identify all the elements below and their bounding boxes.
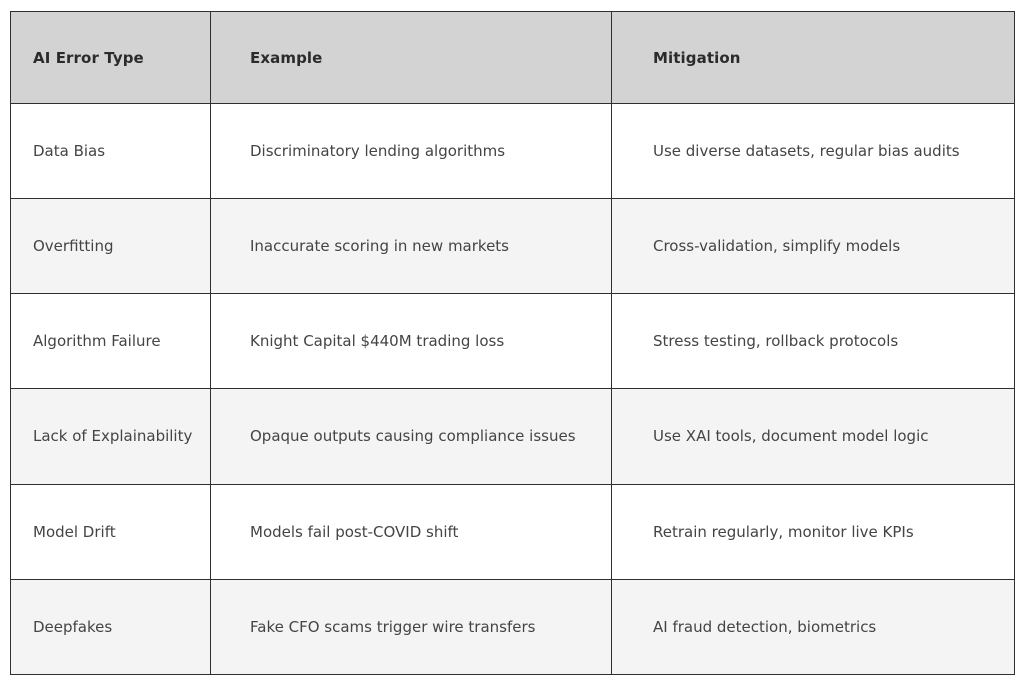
cell-text-example: Opaque outputs causing compliance issues <box>250 427 576 446</box>
table-row <box>11 579 1015 674</box>
cell-example <box>211 389 612 484</box>
cell-mitigation <box>612 389 1015 484</box>
cell-error-type <box>11 484 211 579</box>
ai-error-type-table <box>10 11 1015 675</box>
table-row <box>11 199 1015 294</box>
cell-error-type <box>11 389 211 484</box>
cell-error-type <box>11 199 211 294</box>
cell-text-error-type: Model Drift <box>33 522 116 541</box>
table-container <box>10 11 1014 675</box>
cell-text-mitigation: Retrain regularly, monitor live KPIs <box>653 522 914 541</box>
column-header-example: Example <box>211 12 612 104</box>
cell-error-type <box>11 294 211 389</box>
cell-text-error-type: Lack of Explainability <box>33 427 193 446</box>
header-row <box>11 12 1015 104</box>
cell-error-type <box>11 104 211 199</box>
cell-mitigation <box>612 579 1015 674</box>
cell-mitigation <box>612 484 1015 579</box>
cell-example <box>211 579 612 674</box>
cell-text-mitigation: Cross-validation, simplify models <box>653 237 901 256</box>
cell-text-error-type: Deepfakes <box>33 617 113 636</box>
cell-mitigation <box>612 104 1015 199</box>
cell-example <box>211 199 612 294</box>
cell-text-error-type: Algorithm Failure <box>33 332 161 351</box>
cell-example <box>211 294 612 389</box>
table-row <box>11 484 1015 579</box>
cell-text-mitigation: Use XAI tools, document model logic <box>653 427 929 446</box>
table-row <box>11 294 1015 389</box>
cell-text-mitigation: AI fraud detection, biometrics <box>653 617 877 636</box>
column-header-mitigation: Mitigation <box>612 12 1015 104</box>
cell-text-mitigation: Stress testing, rollback protocols <box>653 332 899 351</box>
cell-text-error-type: Data Bias <box>33 141 106 160</box>
cell-text-example: Inaccurate scoring in new markets <box>250 237 509 256</box>
cell-text-example: Fake CFO scams trigger wire transfers <box>250 617 536 636</box>
table-row <box>11 104 1015 199</box>
column-header-error-type: AI Error Type <box>11 12 211 104</box>
cell-mitigation <box>612 199 1015 294</box>
cell-text-mitigation: Use diverse datasets, regular bias audits <box>653 141 960 160</box>
cell-text-example: Knight Capital $440M trading loss <box>250 332 505 351</box>
cell-text-error-type: Overfitting <box>33 237 114 256</box>
cell-error-type <box>11 579 211 674</box>
table-body <box>11 104 1015 675</box>
table-row <box>11 389 1015 484</box>
cell-text-example: Discriminatory lending algorithms <box>250 141 506 160</box>
cell-example <box>211 484 612 579</box>
table-header <box>11 12 1015 104</box>
cell-example <box>211 104 612 199</box>
cell-mitigation <box>612 294 1015 389</box>
cell-text-example: Models fail post-COVID shift <box>250 522 459 541</box>
